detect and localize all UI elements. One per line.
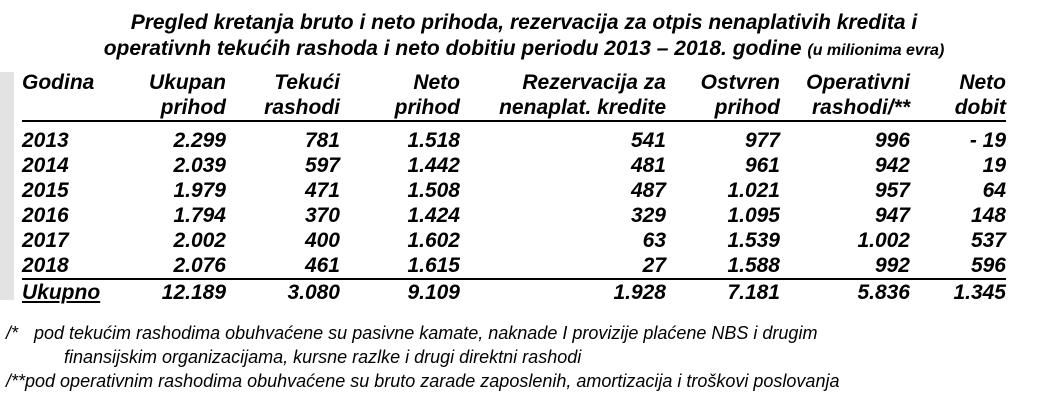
cell-neto-dobit: 596: [970, 254, 1006, 277]
total-row: [22, 279, 1006, 306]
cell-operativni-rashodi: 947: [874, 204, 910, 227]
table-title: [0, 10, 1048, 64]
cell-ukupan-prihod: 2.039: [173, 154, 226, 177]
header-operativni: Operativni: [806, 71, 910, 94]
header-neto-dobit: Neto: [959, 71, 1006, 94]
cell-neto-dobit: 19: [982, 154, 1006, 177]
cell-tekuci-rashodi: 461: [304, 254, 340, 277]
header-godina-2: [22, 95, 134, 121]
cell-neto-dobit: 537: [970, 229, 1006, 252]
footnote-1-mark: /*: [6, 323, 19, 343]
header-ukupan: Ukupan: [148, 71, 226, 94]
cell-year: 2018: [22, 254, 69, 277]
total-ostvren-prihod: 7.181: [666, 279, 780, 306]
cell-neto-prihod: 1.615: [407, 254, 460, 277]
title-line-2: [0, 36, 1048, 64]
table-row: [22, 153, 1006, 178]
header-ostvren: Ostvren: [700, 71, 780, 94]
cell-neto-dobit: 64: [982, 179, 1006, 202]
cell-ostvren-prihod: 1.095: [727, 204, 780, 227]
total-neto-dobit: 1.345: [910, 279, 1006, 306]
cell-rezervacija: 481: [630, 154, 666, 177]
cell-ostvren-prihod: 1.539: [727, 229, 780, 252]
cell-ukupan-prihod: 1.794: [173, 204, 226, 227]
header-row-2: [22, 95, 1006, 121]
cell-ukupan-prihod: 1.979: [173, 179, 226, 202]
cell-tekuci-rashodi: 781: [304, 129, 340, 152]
total-label: Ukupno: [22, 279, 134, 306]
cell-ukupan-prihod: 2.002: [173, 229, 226, 252]
cell-operativni-rashodi: 957: [874, 179, 910, 202]
footnote-1-line-2: finansijskim organizacijama, kursne razlke i drugi direktni rashodi: [64, 347, 582, 367]
cell-rezervacija: 329: [630, 204, 666, 227]
cell-neto-dobit: - 19: [969, 129, 1006, 152]
total-neto-prihod: 9.109: [340, 279, 460, 306]
cell-ostvren-prihod: 977: [744, 129, 780, 152]
cell-year: 2015: [22, 179, 69, 202]
header-rezervacija: Rezervacija za: [522, 71, 666, 94]
cell-year: 2016: [22, 204, 69, 227]
cell-tekuci-rashodi: 370: [304, 204, 340, 227]
cell-neto-prihod: 1.424: [407, 204, 460, 227]
table-row: [22, 203, 1006, 228]
header-neto-prihod-2: prihod: [340, 95, 460, 121]
total-ukupan-prihod: 12.189: [134, 279, 226, 306]
header-neto-prihod: Neto: [413, 71, 460, 94]
footnote-2: /**pod operativnim rashodima obuhvaćene su bruto zarade zaposlenih, amortizacija i troškovi poslovanja: [6, 371, 840, 391]
footnote-1-line-1: pod tekućim rashodima obuhvaćene su pasivne kamate, naknade I provizije plaćene NBS i drugim: [34, 323, 818, 343]
cell-operativni-rashodi: 942: [874, 154, 910, 177]
title-unit-note: (u milionima evra): [807, 42, 945, 59]
financial-table: [22, 70, 1006, 306]
cell-ostvren-prihod: 961: [744, 154, 780, 177]
cell-neto-prihod: 1.602: [407, 229, 460, 252]
table-row: [22, 121, 1006, 153]
cell-neto-prihod: 1.442: [407, 154, 460, 177]
cell-neto-prihod: 1.518: [407, 129, 460, 152]
total-operativni-rashodi: 5.836: [780, 279, 910, 306]
header-operativni-2: rashodi/**: [780, 95, 910, 121]
left-shade-bar: [0, 72, 14, 300]
title-line-1: Pregled kretanja bruto i neto prihoda, rezervacija za otpis nenaplativih kredita i: [130, 11, 918, 34]
cell-rezervacija: 27: [642, 254, 666, 277]
cell-operativni-rashodi: 992: [874, 254, 910, 277]
cell-rezervacija: 63: [642, 229, 666, 252]
cell-rezervacija: 541: [630, 129, 666, 152]
cell-rezervacija: 487: [630, 179, 666, 202]
cell-tekuci-rashodi: 471: [304, 179, 340, 202]
total-rezervacija: 1.928: [460, 279, 666, 306]
title-line-2-text: operativnh tekućih rashoda i neto dobitiu periodu 2013 – 2018. godine: [103, 37, 802, 60]
cell-year: 2013: [22, 129, 69, 152]
cell-ukupan-prihod: 2.299: [173, 129, 226, 152]
cell-neto-prihod: 1.508: [407, 179, 460, 202]
header-tekuci: Tekući: [274, 71, 340, 94]
cell-operativni-rashodi: 996: [874, 129, 910, 152]
cell-ostvren-prihod: 1.021: [727, 179, 780, 202]
cell-neto-dobit: 148: [970, 204, 1006, 227]
cell-year: 2014: [22, 154, 69, 177]
header-ukupan-2: prihod: [134, 95, 226, 121]
footnote-1: [6, 321, 1046, 345]
cell-ostvren-prihod: 1.588: [727, 254, 780, 277]
cell-year: 2017: [22, 229, 69, 252]
header-rezervacija-2: nenaplat. kredite: [460, 95, 666, 121]
cell-operativni-rashodi: 1.002: [857, 229, 910, 252]
header-godina: Godina: [22, 71, 95, 94]
header-ostvren-2: prihod: [666, 95, 780, 121]
table-row: [22, 228, 1006, 253]
total-tekuci-rashodi: 3.080: [226, 279, 340, 306]
cell-tekuci-rashodi: 400: [304, 229, 340, 252]
header-neto-dobit-2: dobit: [910, 95, 1006, 121]
cell-ukupan-prihod: 2.076: [173, 254, 226, 277]
table-row: [22, 178, 1006, 203]
table-row: [22, 253, 1006, 279]
footnotes: [6, 321, 1046, 393]
header-row-1: [22, 70, 1006, 95]
cell-tekuci-rashodi: 597: [304, 154, 340, 177]
header-tekuci-2: rashodi: [226, 95, 340, 121]
